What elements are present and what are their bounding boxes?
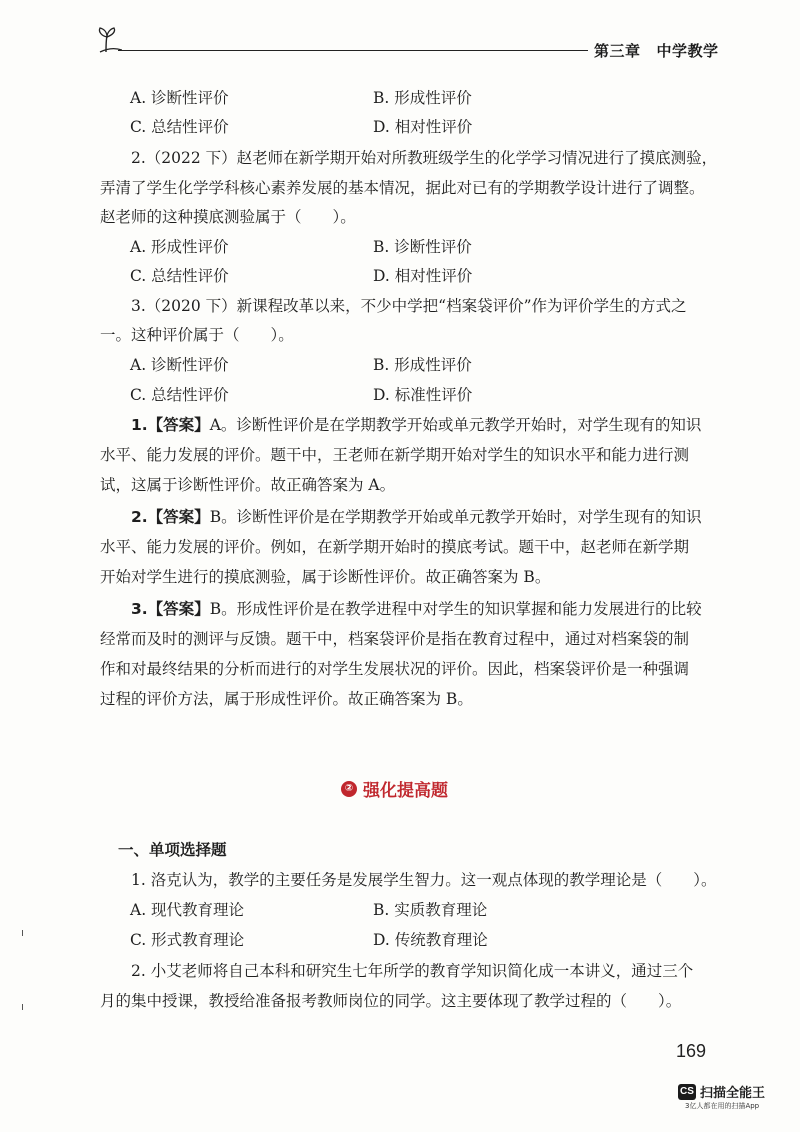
block1-option-c: C. 总结性评价: [130, 118, 229, 136]
q2-option-c: C. 总结性评价: [130, 267, 229, 285]
new-q1-line-1: 1. 洛克认为，教学的主要任务是发展学生智力。这一观点体现的教学理论是（ ）。: [131, 871, 717, 889]
answer-3-tag: 3.【答案】: [131, 600, 210, 618]
new-q1-option-d: D. 传统教育理论: [373, 931, 488, 949]
answer-3-line-4: 过程的评价方法，属于形成性评价。故正确答案为 B。: [100, 690, 473, 708]
answer-2-line-3: 开始对学生进行的摸底测验，属于诊断性评价。故正确答案为 B。: [100, 568, 551, 586]
answer-2-line-2: 水平、能力发展的评价。例如，在新学期开始时的摸底考试。题干中，赵老师在新学期: [100, 538, 690, 556]
new-q2-line-1: 2. 小艾老师将自己本科和研究生七年所学的教育学知识简化成一本讲义，通过三个: [131, 962, 694, 980]
q3-line-1: 3.（2020 下）新课程改革以来，不少中学把“档案袋评价”作为评价学生的方式之: [131, 297, 687, 315]
block1-option-b: B. 形成性评价: [373, 89, 472, 107]
q3-option-c: C. 总结性评价: [130, 386, 229, 404]
q3-line-2: 一。这种评价属于（ ）。: [100, 326, 294, 344]
answer-3-text: B。形成性评价是在教学进程中对学生的知识掌握和能力发展进行的比较: [209, 600, 702, 618]
scanner-watermark: [678, 1082, 765, 1101]
new-q1-option-a: A. 现代教育理论: [130, 901, 245, 919]
answer-2-text: B。诊断性评价是在学期教学开始或单元教学开始时，对学生现有的知识: [209, 508, 702, 526]
q3-option-b: B. 形成性评价: [373, 356, 472, 374]
chapter-heading: [594, 40, 719, 61]
scanner-app-name: 扫描全能王: [700, 1086, 766, 1101]
header-rule: [118, 50, 588, 51]
q3-option-d: D. 标准性评价: [373, 386, 473, 404]
q2-line-1: 2.（2022 下）赵老师在新学期开始对所教班级学生的化学学习情况进行了摸底测验，: [131, 149, 718, 167]
chapter-number: 第三章: [594, 42, 641, 60]
q2-option-d: D. 相对性评价: [373, 267, 473, 285]
q2-line-2: 弄清了学生化学学科核心素养发展的基本情况，据此对已有的学期教学设计进行了调整。: [100, 179, 705, 197]
answer-1-text: A。诊断性评价是在学期教学开始或单元教学开始时，对学生现有的知识: [209, 416, 702, 434]
new-q1-option-b: B. 实质教育理论: [373, 901, 488, 919]
answer-1-line-3: 试，这属于诊断性评价。故正确答案为 A。: [100, 476, 396, 494]
answer-3-line-3: 作和对最终结果的分析而进行的对学生发展状况的评价。因此，档案袋评价是一种强调: [100, 660, 690, 678]
q2-line-3: 赵老师的这种摸底测验属于（ ）。: [100, 208, 356, 226]
page-number: 169: [676, 1041, 707, 1061]
scanner-tagline: 3亿人都在用的扫描App: [685, 1102, 760, 1110]
scan-mark: [22, 930, 23, 936]
section-title: 强化提高题: [363, 781, 448, 801]
q3-option-a: A. 诊断性评价: [130, 356, 229, 374]
q2-option-b: B. 诊断性评价: [373, 238, 472, 256]
new-q1-option-c: C. 形式教育理论: [130, 931, 245, 949]
block1-option-a: A. 诊断性评价: [130, 89, 229, 107]
answer-1-tag: 1.【答案】: [131, 416, 210, 434]
answer-1-line-1: [131, 415, 711, 435]
block1-option-d: D. 相对性评价: [373, 118, 473, 136]
answer-2-line-1: [131, 507, 711, 527]
scan-mark: [22, 1004, 23, 1010]
scanner-logo-icon: CS: [678, 1084, 696, 1100]
q2-option-a: A. 形成性评价: [130, 238, 229, 256]
chapter-title: 中学教学: [656, 42, 719, 60]
subsection-heading: 一、单项选择题: [118, 841, 227, 859]
answer-1-line-2: 水平、能力发展的评价。题干中，王老师在新学期开始对学生的知识水平和能力进行测: [100, 446, 690, 464]
answer-3-line-1: [131, 599, 711, 619]
section-heading: [341, 776, 448, 801]
answer-3-line-2: 经常而及时的测评与反馈。题干中，档案袋评价是指在教育过程中，通过对档案袋的制: [100, 630, 690, 648]
new-q2-line-2: 月的集中授课，教授给准备报考教师岗位的同学。这主要体现了教学过程的（ ）。: [100, 992, 682, 1010]
section-number-badge: ②: [341, 781, 357, 797]
answer-2-tag: 2.【答案】: [131, 508, 210, 526]
